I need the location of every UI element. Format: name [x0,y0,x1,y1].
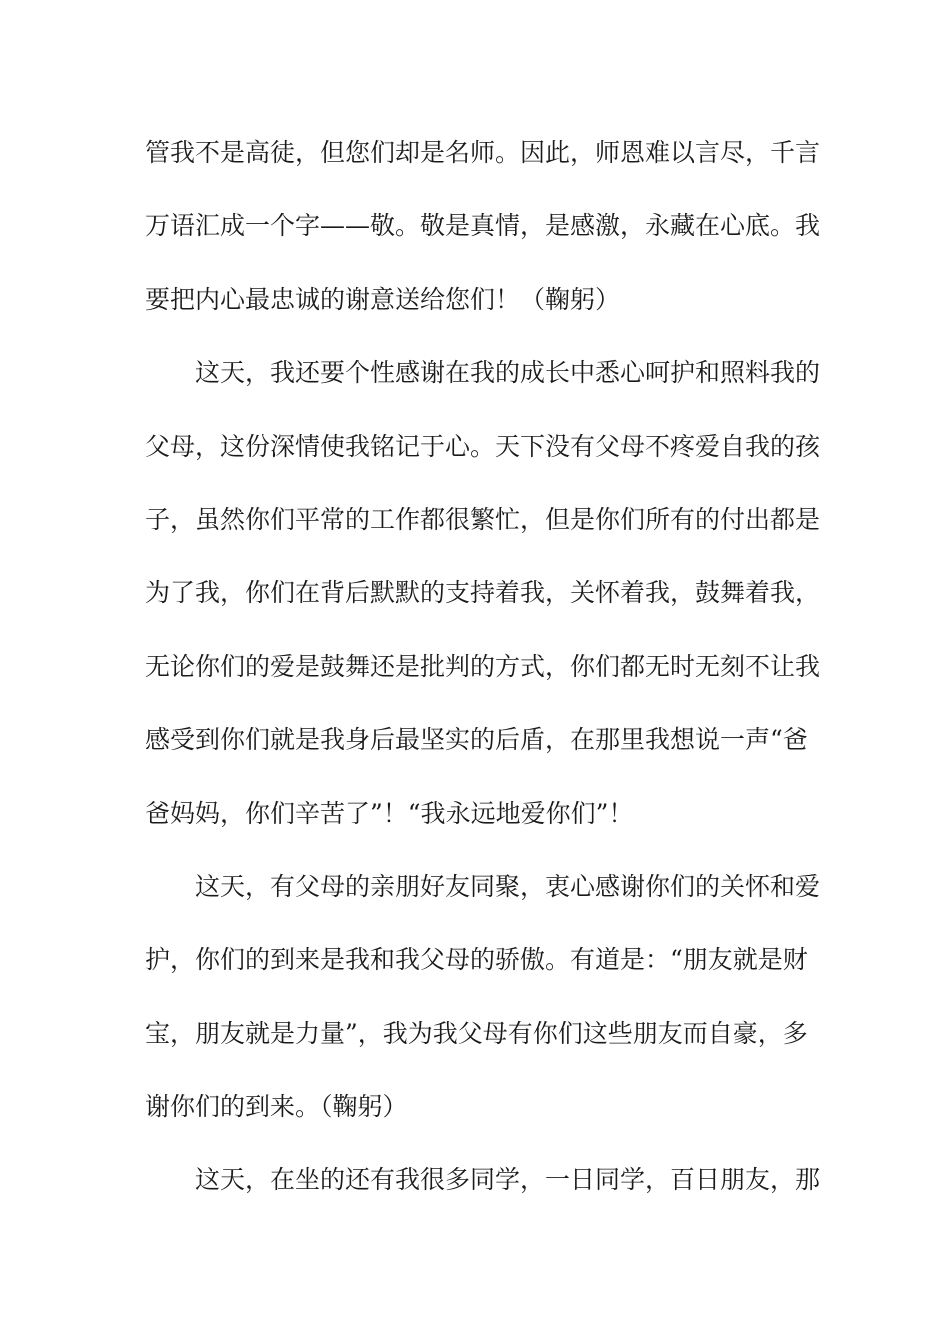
paragraph-3-line-4: 谢你们的到来。（鞠躬） [145,1092,408,1122]
paragraph-3-line-1: 这天，有父母的亲朋好友同聚，衷心感谢你们的关怀和爱 [195,871,821,901]
paragraph-3-line-2: 护，你们的到来是我和我父母的骄傲。有道是：“朋友就是财 [145,945,808,975]
paragraph-2-line-2: 父母，这份深情使我铭记于心。天下没有父母不疼爱自我的孩 [145,431,821,461]
paragraph-3-line-3: 宝，朋友就是力量”，我为我父母有你们这些朋友而自豪，多 [145,1018,808,1048]
paragraph-2-line-7: 爸妈妈，你们辛苦了”！“我永远地爱你们”！ [145,798,634,828]
paragraph-2-line-5: 无论你们的爱是鼓舞还是批判的方式，你们都无时无刻不让我 [145,651,821,681]
paragraph-1-line-3: 要把内心最忠诚的谢意送给您们！（鞠躬） [145,284,621,314]
paragraph-2-line-3: 子，虽然你们平常的工作都很繁忙，但是你们所有的付出都是 [145,504,821,534]
paragraph-2-line-4: 为了我，你们在背后默默的支持着我，关怀着我，鼓舞着我， [145,578,821,608]
paragraph-1-line-2: 万语汇成一个字——敬。敬是真情，是感激，永藏在心底。我 [145,211,821,241]
paragraph-4-line-1: 这天，在坐的还有我很多同学，一日同学，百日朋友，那 [195,1165,821,1195]
paragraph-2-line-1: 这天，我还要个性感谢在我的成长中悉心呵护和照料我的 [195,358,821,388]
paragraph-2-line-6: 感受到你们就是我身后最坚实的后盾，在那里我想说一声“爸 [145,725,808,755]
paragraph-1-line-1: 管我不是高徒，但您们却是名师。因此，师恩难以言尽，千言 [145,138,821,167]
document-body [145,128,821,1229]
